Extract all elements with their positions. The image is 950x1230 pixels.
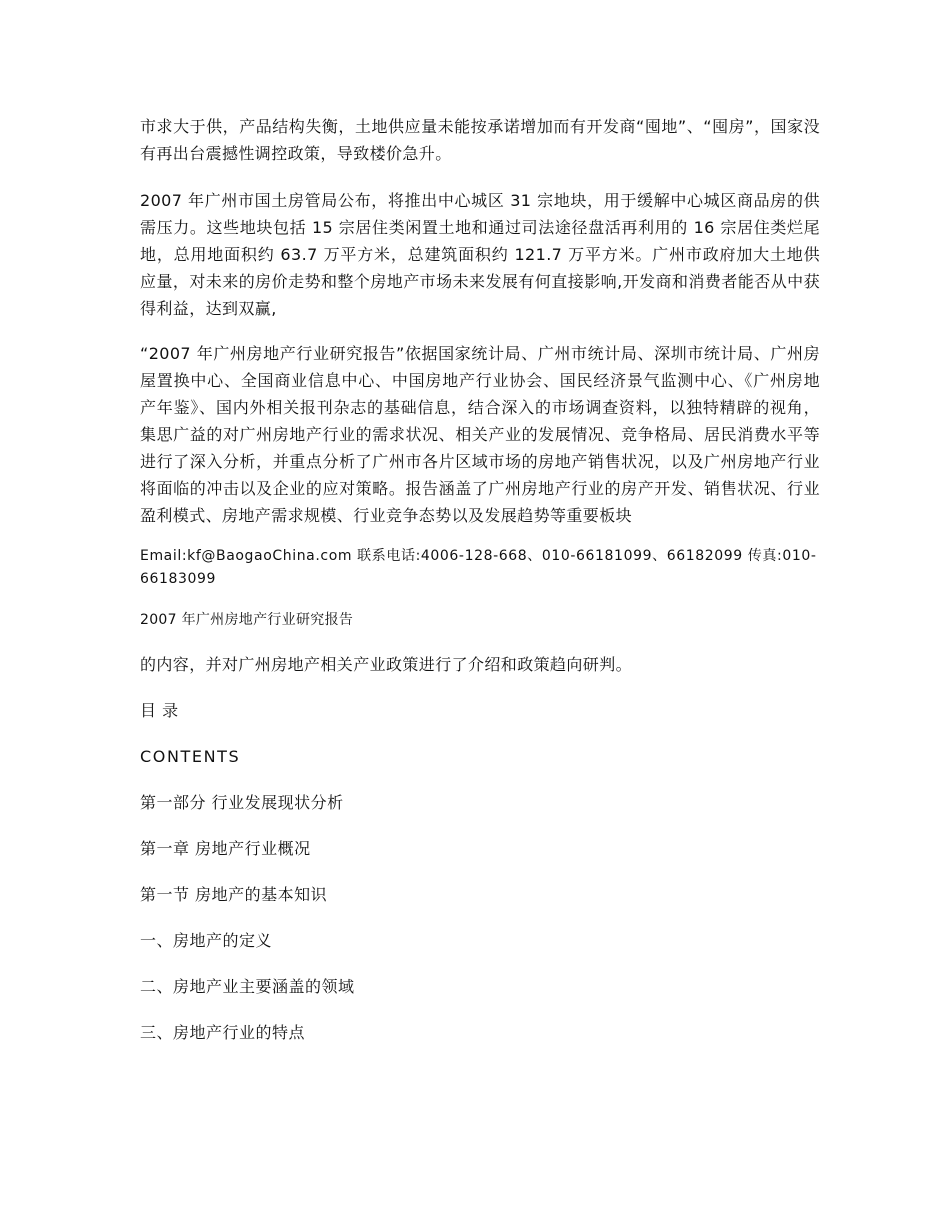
toc-item: 二、房地产业主要涵盖的领域: [140, 977, 355, 996]
paragraph-land-supply: 2007 年广州市国土房管局公布，将推出中心城区 31 宗地块，用于缓解中心城区商品房的供需压力。这些地块包括 15 宗居住类闲置土地和通过司法途径盘活再利用的 16 宗居住类烂尾地，总用地面积约 63.7 万平方米，总建筑面积约 121.7 万平方米。广州市政府加大土地供应量，对未来的房价走势和整个房地产市场未来发展有何直接影响,开发商和消费者能否从中获得利益，达到双赢,: [140, 191, 820, 318]
toc-item: 第一节 房地产的基本知识: [140, 885, 328, 904]
report-title: 2007 年广州房地产行业研究报告: [140, 612, 354, 628]
paragraph-policy: 的内容，并对广州房地产相关产业政策进行了介绍和政策趋向研判。: [140, 655, 633, 674]
toc-item: 第一部分 行业发展现状分析: [140, 793, 344, 812]
table-of-contents: [140, 697, 820, 1046]
paragraph-report-intro: “2007 年广州房地产行业研究报告”依据国家统计局、广州市统计局、深圳市统计局、广州房屋置换中心、全国商业信息中心、中国房地产行业协会、国民经济景气监测中心、《广州房地产年鉴》、国内外相关报刊杂志的基础信息，结合深入的市场调查资料，以独特精辟的视角，集思广益的对广州房地产行业的需求状况、相关产业的发展情况、竞争格局、居民消费水平等进行了深入分析，并重点分析了广州市各片区域市场的房地产销售状况，以及广州房地产行业将面临的冲击以及企业的应对策略。报告涵盖了广州房地产行业的房产开发、销售状况、行业盈利模式、房地产需求规模、行业竞争态势以及发展趋势等重要板块: [140, 344, 820, 525]
contact-info: Email:kf@BaogaoChina.com 联系电话:4006-128-668、010-66181099、66182099 传真:010-66183099: [140, 548, 817, 587]
toc-item: 第一章 房地产行业概况: [140, 839, 311, 858]
toc-heading: 目 录: [140, 701, 179, 720]
paragraph-market-supply: 市求大于供，产品结构失衡，土地供应量未能按承诺增加而有开发商“囤地”、“囤房”，国家没有再出台震撼性调控政策，导致楼价急升。: [140, 117, 820, 163]
toc-contents-label: CONTENTS: [140, 747, 241, 766]
document-page: [140, 113, 820, 1065]
toc-item: 一、房地产的定义: [140, 931, 273, 950]
toc-item: 三、房地产行业的特点: [140, 1023, 306, 1042]
